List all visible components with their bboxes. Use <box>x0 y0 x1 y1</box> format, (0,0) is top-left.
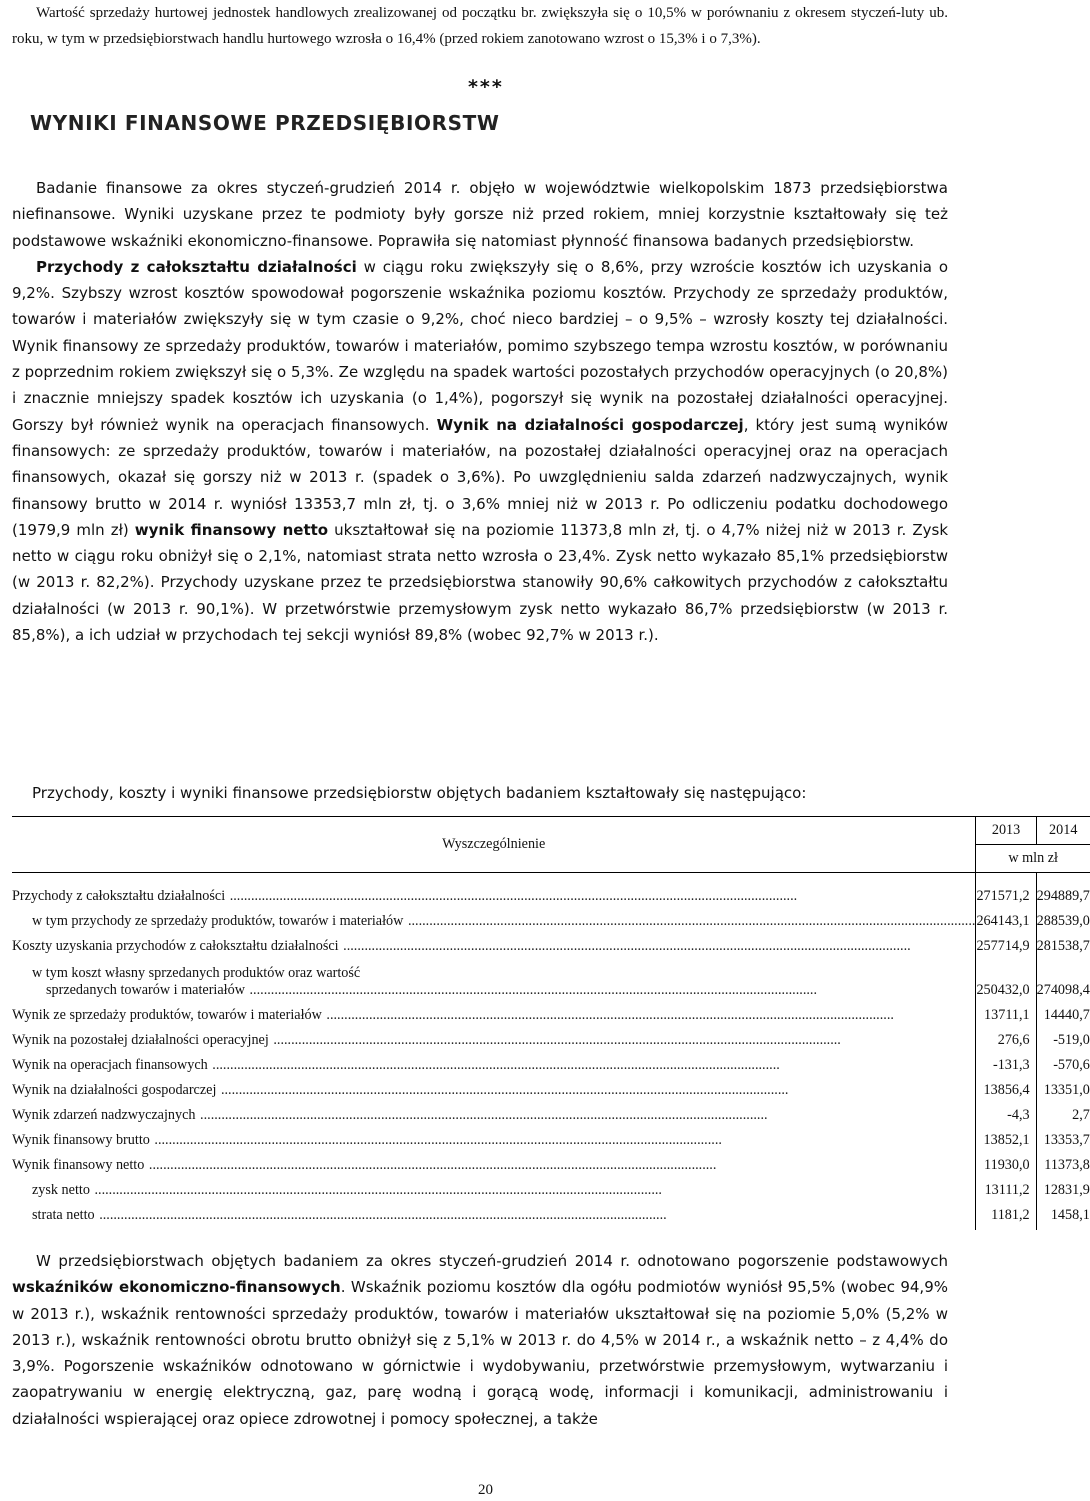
row-label <box>12 1074 976 1099</box>
table-row <box>12 1074 1090 1099</box>
row-label <box>12 905 976 930</box>
header-year-2013: 2013 <box>976 817 1036 845</box>
table-row <box>12 955 1090 999</box>
header-unit: w mln zł <box>976 845 1090 873</box>
value-2013: 257714,9 <box>976 930 1036 955</box>
leader-dots: ................................................................................................................................................................ <box>404 913 976 929</box>
value-2013: 276,6 <box>976 1024 1036 1049</box>
para1-text-4: ukształtował się na poziomie 11373,8 mln zł, tj. o 4,7% niżej niż w 2013 r. Zysk netto w ciągu roku obniżył się o 2,1%, natomiast strata netto wzrosła o 23,4%. Zysk netto wykazało 85,1% przedsiębiorstw (w 2013 r. 82,2%). Przychody uzyskane przez te przedsiębiorstwa stanowiły 90,6% całkowitych przychodów z całokształtu działalności (w 2013 r. 90,1%). W przetwórstwie przemysłowym zysk netto wykazało 86,7% przedsiębiorstw (w 2013 r. 85,8%), a ich udział w przychodach tej sekcji wyniósł 89,8% (wobec 92,7% w 2013 r.). <box>12 520 949 645</box>
section-title: WYNIKI FINANSOWE PRZEDSIĘBIORSTW <box>30 111 500 135</box>
row-label <box>12 930 976 955</box>
intro-text: Wartość sprzedaży hurtowej jednostek handlowych zrealizowanej od początku br. zwiększyła się o 10,5% w porównaniu z okresem styczeń-luty ub. roku, w tym w przedsiębiorstwach handlu hurtowego wzrosła o 16,4% (przed rokiem zanotowano wzrost o 15,3% i o 7,3%). <box>12 5 948 47</box>
value-2013: 13711,1 <box>976 999 1036 1024</box>
value-2013: -131,3 <box>976 1049 1036 1074</box>
value-2014: 274098,4 <box>1036 955 1090 999</box>
row-label-text: Wynik na pozostałej działalności operacyjnej <box>12 1032 269 1048</box>
value-2014: 2,7 <box>1036 1099 1090 1124</box>
intro-paragraph <box>12 0 948 52</box>
value-2013: 13111,2 <box>976 1174 1036 1199</box>
table-row <box>12 930 1090 955</box>
leader-dots: ................................................................................................................................................................ <box>208 1057 780 1073</box>
table-caption: Przychody, koszty i wyniki finansowe przedsiębiorstw objętych badaniem kształtowały się następująco: <box>32 784 807 802</box>
value-2014: -519,0 <box>1036 1024 1090 1049</box>
para1-bold-net-result: wynik finansowy netto <box>134 520 329 539</box>
para1-text-1: Badanie finansowe za okres styczeń-grudzień 2014 r. objęło w województwie wielkopolskim 1873 przedsiębiorstwa niefinansowe. Wyniki uzyskane przez te podmioty były gorsze niż przed rokiem, mniej korzystnie kształtowały się też podstawowe wskaźniki ekonomiczno-finansowe. Poprawiła się natomiast płynność finansowa badanych przedsiębiorstw. <box>12 179 948 250</box>
row-label-text: sprzedanych towarów i materiałów <box>46 982 245 998</box>
row-label-text: Wynik zdarzeń nadzwyczajnych <box>12 1107 196 1123</box>
table-row <box>12 1024 1090 1049</box>
row-label <box>12 873 976 906</box>
indicators-paragraph <box>12 1248 948 1432</box>
header-year-2014: 2014 <box>1036 817 1090 845</box>
value-2013: -4,3 <box>976 1099 1036 1124</box>
row-label-text: Wynik na operacjach finansowych <box>12 1057 208 1073</box>
leader-dots: ................................................................................................................................................................ <box>217 1082 789 1098</box>
row-label <box>12 1049 976 1074</box>
row-label <box>12 1024 976 1049</box>
row-label <box>12 1124 976 1149</box>
row-label <box>12 1199 976 1230</box>
value-2014: 13353,7 <box>1036 1124 1090 1149</box>
para2-bold-indicators: wskaźników ekonomiczno-finansowych <box>12 1278 341 1297</box>
leader-dots: ................................................................................................................................................................ <box>322 1007 894 1023</box>
leader-dots: ................................................................................................................................................................ <box>150 1132 722 1148</box>
leader-dots: ................................................................................................................................................................ <box>269 1032 841 1048</box>
value-2014: -570,6 <box>1036 1049 1090 1074</box>
value-2014: 14440,7 <box>1036 999 1090 1024</box>
para1-bold-business-result: Wynik na działalności gospodarczej <box>436 415 744 434</box>
table-row <box>12 1049 1090 1074</box>
value-2014: 11373,8 <box>1036 1149 1090 1174</box>
row-label <box>12 1149 976 1174</box>
para1-text-3: , który jest sumą wyników finansowych: ze sprzedaży produktów, towarów i materiałów, na pozostałej działalności operacyjnej oraz na operacjach finansowych, okazał się gorszy niż w 2013 r. (spadek o 3,6%). Po uwzględnieniu salda zdarzeń nadzwyczajnych, wynik finansowy brutto w 2014 r. wyniósł 13353,7 mln zł, tj. o 3,6% mniej niż w 2013 r. Po odliczeniu podatku dochodowego (1979,9 mln zł) <box>12 415 948 539</box>
table-row <box>12 905 1090 930</box>
table-row <box>12 999 1090 1024</box>
row-label-text: Koszty uzyskania przychodów z całokształtu działalności <box>12 938 339 954</box>
value-2014: 288539,0 <box>1036 905 1090 930</box>
row-label-text: Przychody z całokształtu działalności <box>12 888 226 904</box>
header-label: Wyszczególnienie <box>12 817 976 873</box>
row-label-text: strata netto <box>32 1207 95 1223</box>
leader-dots: ................................................................................................................................................................ <box>339 938 911 954</box>
table-row <box>12 1099 1090 1124</box>
para1-text-2: w ciągu roku zwiększyły się o 8,6%, przy wzroście kosztów ich uzyskania o 9,2%. Szybszy wzrost kosztów spowodował pogorszenie wskaźnika poziomu kosztów. Przychody ze sprzedaży produktów, towarów i materiałów zwiększyły się w tym czasie o 9,2%, choć nieco bardziej – o 9,5% – wzrosły koszty tej działalności. Wynik finansowy ze sprzedaży produktów, towarów i materiałów, pomimo szybszego tempa wzrostu kosztów, w porównaniu z poprzednim rokiem zwiększył się o 5,3%. Ze względu na spadek wartości pozostałych przychodów operacyjnych (o 20,8%) i znacznie mniejszy spadek kosztów ich uzyskania (o 1,4%), pogorszył się wynik na pozostałej działalności operacyjnej. Gorszy był również wynik na operacjach finansowych. <box>12 257 948 434</box>
table-row <box>12 873 1090 906</box>
leader-dots: ................................................................................................................................................................ <box>196 1107 768 1123</box>
leader-dots: ................................................................................................................................................................ <box>90 1182 662 1198</box>
table-row <box>12 1199 1090 1230</box>
table-row <box>12 1124 1090 1149</box>
value-2013: 271571,2 <box>976 873 1036 906</box>
para2-text-1: W przedsiębiorstwach objętych badaniem za okres styczeń-grudzień 2014 r. odnotowano pogorszenie podstawowych <box>36 1252 948 1270</box>
row-label-line1: w tym koszt własny sprzedanych produktów oraz wartość <box>32 965 361 981</box>
value-2014: 281538,7 <box>1036 930 1090 955</box>
table-row <box>12 1174 1090 1199</box>
row-label-text: Wynik finansowy brutto <box>12 1132 150 1148</box>
row-label <box>12 1174 976 1199</box>
section-separator: *** <box>468 76 504 98</box>
value-2013: 11930,0 <box>976 1149 1036 1174</box>
financial-results-paragraph <box>12 175 948 648</box>
leader-dots: ................................................................................................................................................................ <box>95 1207 667 1223</box>
row-label-text: Wynik na działalności gospodarczej <box>12 1082 217 1098</box>
value-2014: 12831,9 <box>1036 1174 1090 1199</box>
para2-text-2: . Wskaźnik poziomu kosztów dla ogółu podmiotów wyniósł 95,5% (wobec 94,9% w 2013 r.), wskaźnik rentowności sprzedaży produktów, towarów i materiałów ukształtował się na poziomie 5,0% (5,2% w 2013 r.), wskaźnik rentowności obrotu brutto obniżył się z 5,1% w 2013 r. do 4,5% w 2014 r., a wskaźnik netto – z 4,4% do 3,9%. Pogorszenie wskaźników odnotowano w górnictwie i wydobywaniu, przetwórstwie przemysłowym, wytwarzaniu i zaopatrywaniu w energię elektryczną, gaz, parę wodną i gorącą wodę, informacji i komunikacji, administrowaniu i działalności wspierającej oraz opiece zdrowotnej i pomocy społecznej, a także <box>12 1278 948 1428</box>
value-2014: 1458,1 <box>1036 1199 1090 1230</box>
row-label-text: w tym przychody ze sprzedaży produktów, towarów i materiałów <box>32 913 404 929</box>
row-label <box>12 1099 976 1124</box>
value-2013: 13856,4 <box>976 1074 1036 1099</box>
value-2013: 1181,2 <box>976 1199 1036 1230</box>
page-number: 20 <box>478 1482 493 1498</box>
value-2014: 294889,7 <box>1036 873 1090 906</box>
value-2013: 250432,0 <box>976 955 1036 999</box>
row-label-text: zysk netto <box>32 1182 90 1198</box>
para1-bold-revenue: Przychody z całokształtu działalności <box>36 257 357 276</box>
leader-dots: ................................................................................................................................................................ <box>145 1157 717 1173</box>
row-label <box>12 999 976 1024</box>
table-row <box>12 1149 1090 1174</box>
value-2013: 13852,1 <box>976 1124 1036 1149</box>
value-2014: 13351,0 <box>1036 1074 1090 1099</box>
row-label-text: Wynik finansowy netto <box>12 1157 145 1173</box>
row-label-text: Wynik ze sprzedaży produktów, towarów i materiałów <box>12 1007 322 1023</box>
leader-dots: ................................................................................................................................................................ <box>245 982 817 998</box>
financial-results-table <box>12 816 1090 1230</box>
leader-dots: ................................................................................................................................................................ <box>226 888 798 904</box>
value-2013: 264143,1 <box>976 905 1036 930</box>
row-label <box>12 955 976 999</box>
